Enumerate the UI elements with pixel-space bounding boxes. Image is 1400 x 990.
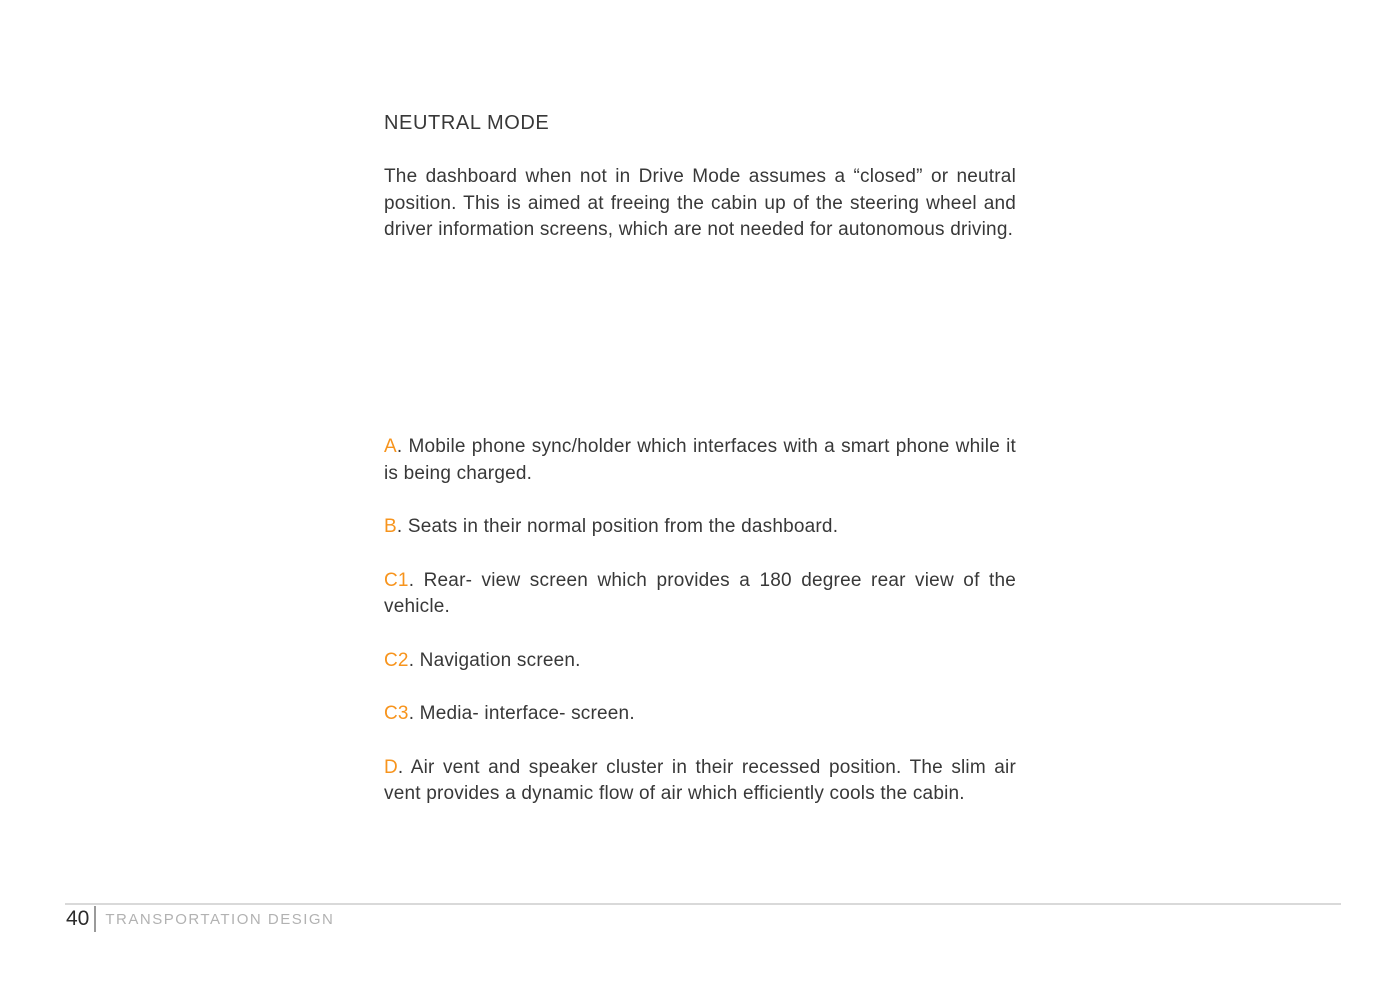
page-number: 40 [66,907,90,930]
item-text: . Mobile phone sync/holder which interfaces with a smart phone while it is being charged. [384,436,1016,484]
item-label: C3 [384,703,409,724]
item-label: C1 [384,569,409,591]
list-item [384,701,1016,728]
list-item [384,568,1016,621]
footer-divider [94,906,96,932]
item-label: B [384,516,397,537]
list-item [384,434,1016,487]
list-item [384,514,1016,541]
item-text: . Rear- view screen which provides a 180 degree rear view of the vehicle. [384,569,1016,617]
intro-paragraph: The dashboard when not in Drive Mode assumes a “closed” or neutral position. This is aimed at freeing the cabin up of the steering wheel and driver information screens, which are not needed for autonomous driving. [384,166,1016,240]
footer [66,905,334,933]
list-item [384,648,1016,675]
item-label: C2 [384,649,409,671]
item-text: . Air vent and speaker cluster in their recessed position. The slim air vent provides a dynamic flow of air which efficiently cools the cabin. [384,756,1016,804]
footer-section-title: TRANSPORTATION DESIGN [105,910,335,928]
item-label: D [384,756,398,778]
item-text: . Media- interface- screen. [408,703,635,724]
list-item [384,755,1016,808]
callout-list [384,434,1016,808]
item-label: A [384,436,397,457]
page-title: NEUTRAL MODE [384,112,550,134]
item-text: . Navigation screen. [408,649,581,671]
item-text: . Seats in their normal position from the dashboard. [396,516,839,537]
